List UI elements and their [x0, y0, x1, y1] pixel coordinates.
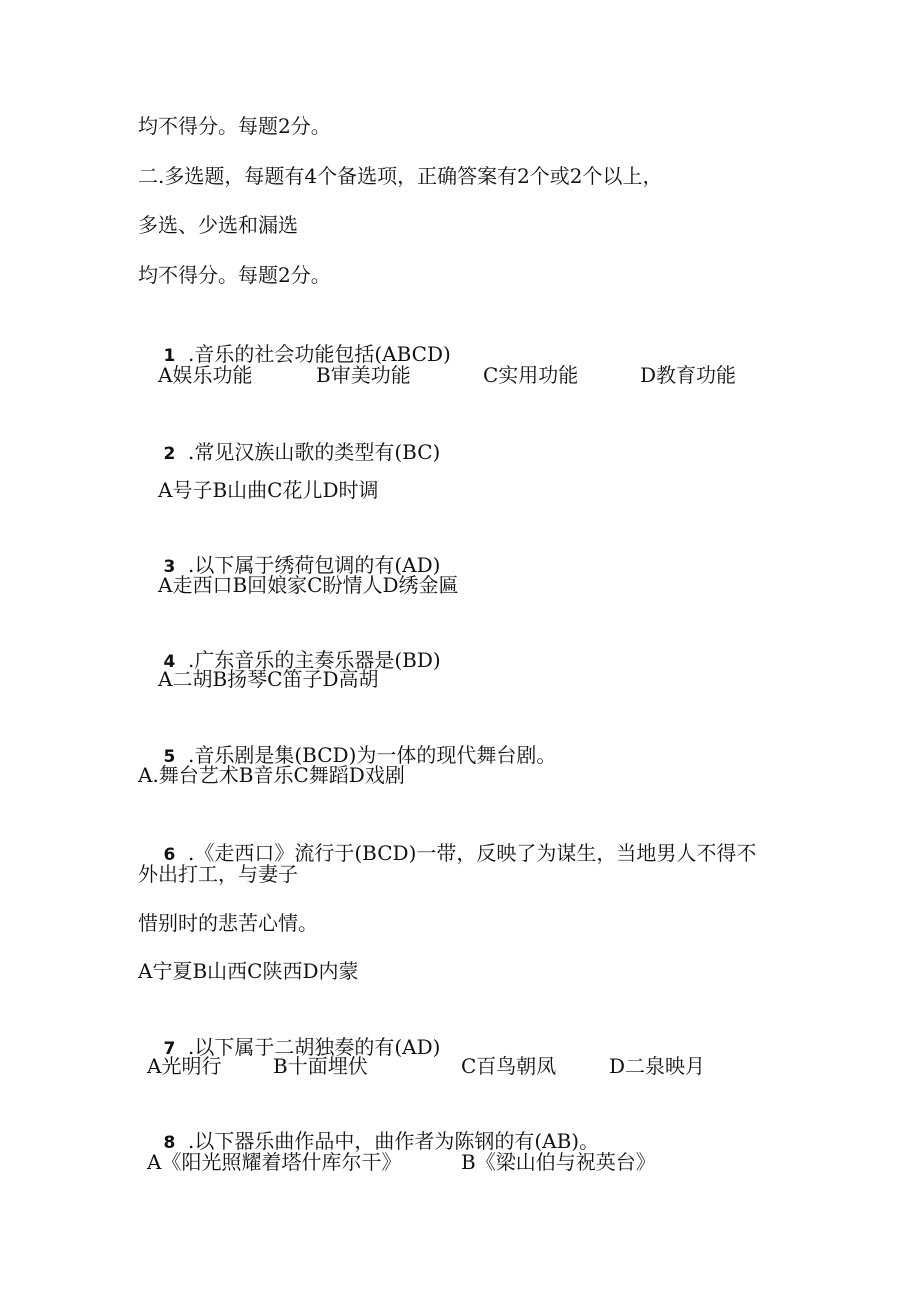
question-text: .以下属于二胡独奏的有(AD): [188, 1035, 441, 1059]
q7-option-b: B十面埋伏: [273, 1054, 368, 1078]
instruction-line-1: 均不得分。每题2分。: [138, 114, 331, 138]
q4-options: A二胡B扬琴C笛子D高胡: [158, 667, 379, 691]
question-number: 8: [163, 1133, 176, 1153]
question-text: .常见汉族山歌的类型有(BC): [188, 440, 441, 464]
question-6-line-2: 外出打工，与妻子: [138, 862, 298, 886]
q7-option-a: A光明行: [147, 1054, 222, 1078]
question-text: .以下器乐曲作品中，曲作者为陈钢的有(AB)。: [188, 1129, 600, 1153]
question-number: 7: [163, 1039, 176, 1059]
q7-option-c: C百鸟朝凤: [461, 1054, 557, 1078]
question-number: 3: [163, 557, 176, 577]
question-number: 5: [163, 747, 176, 767]
question-number: 2: [163, 444, 176, 464]
question-number: 4: [163, 652, 176, 672]
question-text: .音乐剧是集(BCD)为一体的现代舞台剧。: [188, 743, 557, 767]
q8-option-b: B《梁山伯与祝英台》: [461, 1150, 656, 1174]
q6-options: A宁夏B山西C陕西D内蒙: [138, 959, 359, 983]
question-number: 6: [163, 845, 176, 865]
instruction-line-4: 均不得分。每题2分。: [138, 263, 331, 287]
q3-options: A走西口B回娘家C盼情人D绣金匾: [158, 573, 459, 597]
q8-option-a: A《阳光照耀着塔什库尔干》: [147, 1150, 402, 1174]
q5-options: A.舞台艺术B音乐C舞蹈D戏剧: [138, 763, 405, 787]
q1-option-b: B审美功能: [316, 363, 411, 387]
question-6-line-3: 惜别时的悲苦心情。: [138, 911, 318, 935]
question-text: .《走西口》流行于(BCD)一带，反映了为谋生，当地男人不得不: [188, 841, 757, 865]
q1-option-c: C实用功能: [483, 363, 579, 387]
instruction-line-3: 多选、少选和漏选: [138, 213, 298, 237]
question-text: .音乐的社会功能包括(ABCD): [188, 342, 451, 366]
question-text: .广东音乐的主奏乐器是(BD): [188, 648, 441, 672]
q7-option-d: D二泉映月: [609, 1054, 706, 1078]
question-text: .以下属于绣荷包调的有(AD): [188, 553, 441, 577]
instruction-line-2: 二.多选题，每题有4个备选项，正确答案有2个或2个以上，: [138, 164, 663, 188]
q1-option-a: A娱乐功能: [158, 363, 253, 387]
q1-option-d: D教育功能: [640, 363, 737, 387]
question-number: 1: [163, 346, 176, 366]
q2-options: A号子B山曲C花儿D时调: [158, 478, 379, 502]
